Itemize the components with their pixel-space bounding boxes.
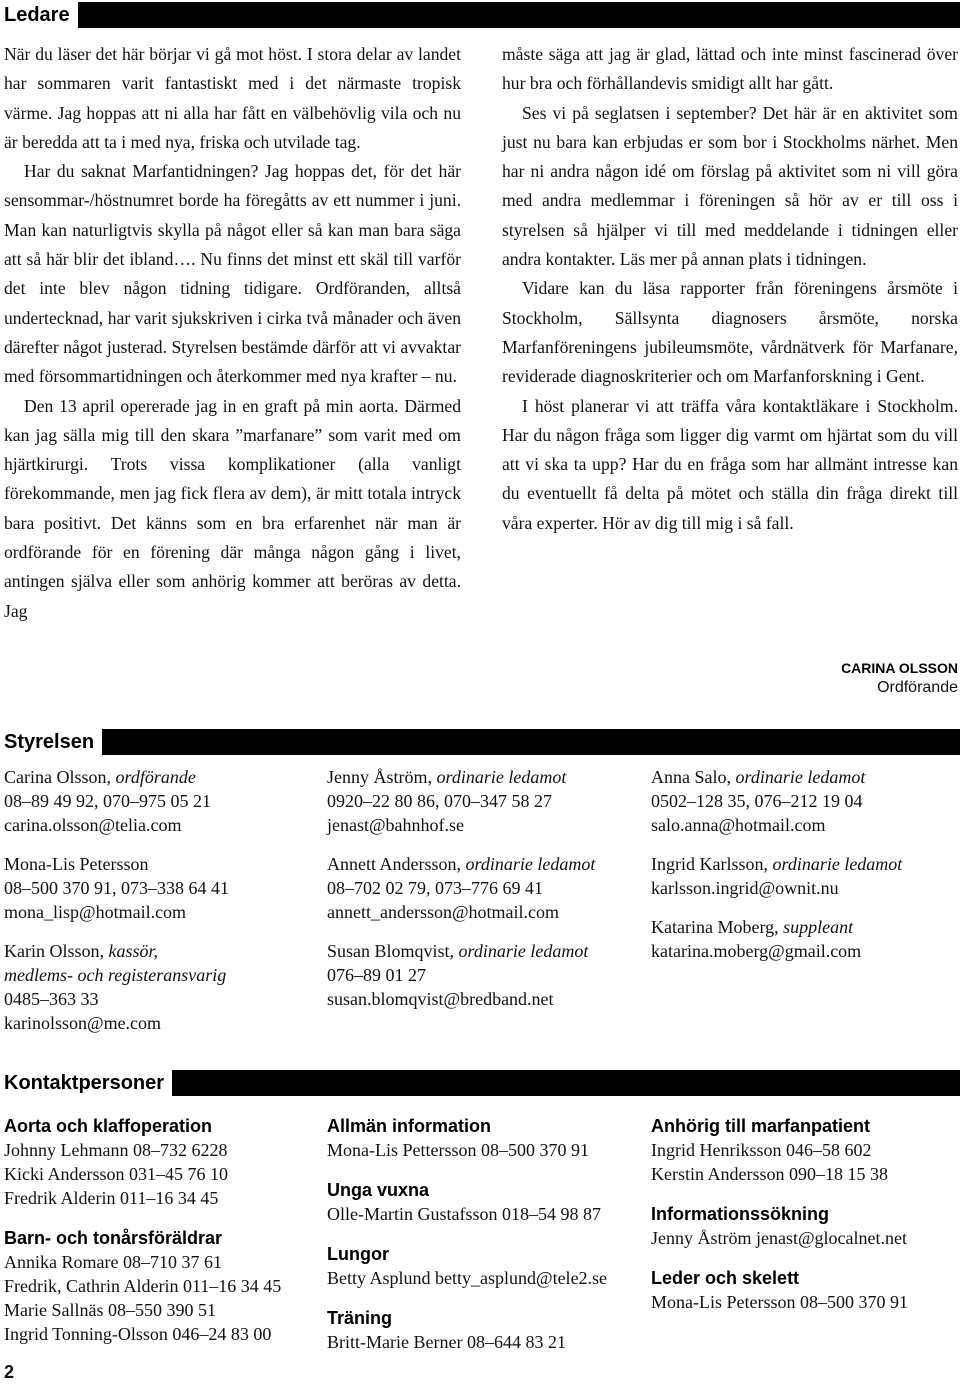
member-name: Carina Olsson,: [4, 767, 116, 787]
member-name: Karin Olsson,: [4, 941, 109, 961]
board-column: [651, 765, 956, 978]
section-title: Ledare: [4, 3, 70, 26]
article-paragraph: I höst planerar vi att träffa våra kontaktläkare i Stockholm. Har du någon fråga som ligger dig varmt om hjärtat som du vill att vi ska ta upp? Har du en fråga som har allmänt intresse kan du eventuellt få delta på mötet och ställa din fråga direkt till våra experter. Hör av dig till mig i så fall.: [502, 395, 958, 533]
member-name: Mona-Lis Petersson: [4, 854, 149, 874]
article-column-left: [4, 40, 461, 626]
board-member: [4, 852, 324, 924]
member-role: ordförande: [115, 767, 196, 787]
member-contact: katarina.moberg@gmail.com: [651, 941, 862, 961]
contact-person: Marie Sallnäs 08–550 390 51: [4, 1300, 216, 1320]
contact-person: Kicki Andersson 031–45 76 10: [4, 1164, 228, 1184]
page-number: 2: [4, 1362, 15, 1382]
member-contact: 08–500 370 91, 073–338 64 41: [4, 878, 229, 898]
member-contact: 0502–128 35, 076–212 19 04: [651, 791, 863, 811]
article-paragraph: Den 13 april opererade jag in en graft på min aorta. Därmed kan jag sälla mig till den skara ”marfanare” som varit med om hjärtkirurgi. Trots vissa komplikationer (alla vanligt förekommande, men jag fick flera av dem), är mitt totala intryck bara positivt. Det känns som en bra erfarenhet när man är ordförande för en förening där många någon gång i livet, antingen själva eller som anhörig kommer att beröras av detta. Jag: [4, 395, 461, 621]
contact-group: [651, 1266, 956, 1314]
contact-group: [4, 1114, 324, 1210]
member-role: ordinarie ledamot: [465, 854, 596, 874]
contact-person: Kerstin Andersson 090–18 15 38: [651, 1164, 888, 1184]
signature-name: CARINA OLSSON: [841, 660, 958, 676]
contact-group: [651, 1114, 956, 1186]
section-bar: [172, 1070, 960, 1096]
board-member: [327, 852, 647, 924]
contact-column: [4, 1114, 324, 1362]
board-member: [4, 939, 324, 1035]
board-column: [4, 765, 324, 1050]
member-name-line: [651, 915, 956, 939]
member-role: kassör,: [108, 941, 159, 961]
contact-person: Britt-Marie Berner 08–644 83 21: [327, 1332, 566, 1352]
article-paragraph: måste säga att jag är glad, lättad och inte minst fascinerad över hur bra och förhållandevis smidigt allt har gått.: [502, 44, 958, 94]
board-column: [327, 765, 647, 1026]
member-contact: susan.blomqvist@bredband.net: [327, 989, 554, 1009]
member-contact: annett_andersson@hotmail.com: [327, 902, 560, 922]
member-role: suppleant: [783, 917, 854, 937]
board-member: [651, 915, 956, 963]
member-name: Jenny Åström,: [327, 767, 437, 787]
member-role: ordinarie ledamot: [735, 767, 866, 787]
article-paragraph: Ses vi på seglatsen i september? Det här är en aktivitet som just nu bara kan erbjudas er som bor i Stockholms närhet. Men har ni andra någon idé om förslag på aktivitet som ni vill göra med andra medlemmar i föreningen så hör av er till oss i styrelsen så hjälper vi till med meddelande i tidningen eller andra kontakter. Läs mer på annan plats i tidningen.: [502, 102, 958, 270]
member-contact: 0485–363 33: [4, 989, 99, 1009]
contact-group-title: Leder och skelett: [651, 1268, 800, 1288]
contact-group: [327, 1306, 647, 1354]
member-contact: jenast@bahnhof.se: [327, 815, 465, 835]
section-bar: [78, 2, 960, 28]
section-title: Kontaktpersoner: [4, 1071, 165, 1094]
member-contact: carina.olsson@telia.com: [4, 815, 182, 835]
contact-person: Fredrik, Cathrin Alderin 011–16 34 45: [4, 1276, 282, 1296]
member-name-line: [327, 939, 647, 963]
member-role: ordinarie ledamot: [436, 767, 567, 787]
member-name: Katarina Moberg,: [651, 917, 784, 937]
section-header-ledare: [0, 2, 960, 28]
contact-column: [327, 1114, 647, 1370]
contact-group: [4, 1226, 324, 1346]
member-role: ordinarie ledamot: [772, 854, 903, 874]
section-header-kontaktpersoner: [0, 1070, 960, 1096]
contact-group: [327, 1242, 647, 1290]
contact-person: Ingrid Tonning-Olsson 046–24 83 00: [4, 1324, 272, 1344]
contact-group-title: Träning: [327, 1308, 393, 1328]
member-role: ordinarie ledamot: [458, 941, 589, 961]
member-name-line: [327, 852, 647, 876]
member-name: Susan Blomqvist,: [327, 941, 459, 961]
contact-person: Fredrik Alderin 011–16 34 45: [4, 1188, 219, 1208]
contact-group: [651, 1202, 956, 1250]
contact-person: Annika Romare 08–710 37 61: [4, 1252, 222, 1272]
member-contact: 08–89 49 92, 070–975 05 21: [4, 791, 211, 811]
contact-person: Ingrid Henriksson 046–58 602: [651, 1140, 872, 1160]
member-name-line: [327, 765, 647, 789]
member-contact: 0920–22 80 86, 070–347 58 27: [327, 791, 552, 811]
article-column-right: [502, 40, 958, 538]
board-member: [327, 765, 647, 837]
member-contact: karlsson.ingrid@ownit.nu: [651, 878, 839, 898]
contact-group-title: Anhörig till marfanpatient: [651, 1116, 871, 1136]
member-name: Annett Andersson,: [327, 854, 466, 874]
contact-column: [651, 1114, 956, 1330]
article-paragraph: Vidare kan du läsa rapporter från föreningens årsmöte i Stockholm, Sällsynta diagnosers årsmöte, norska Marfanföreningens jubileumsmöte, vårdnätverk för Marfanare, reviderade diagnoskriterier och om Marfanforskning i Gent.: [502, 278, 958, 387]
member-role-extra: medlems- och registeransvarig: [4, 965, 227, 985]
contact-person: Olle-Martin Gustafsson 018–54 98 87: [327, 1204, 601, 1224]
contact-group-title: Lungor: [327, 1244, 389, 1264]
member-name-line: [4, 765, 324, 789]
member-name: Ingrid Karlsson,: [651, 854, 773, 874]
article-paragraph: Har du saknat Marfantidningen? Jag hoppas det, för det här sensommar-/höstnumret borde ha föregåtts av ett nummer i juni. Man kan naturligtvis skylla på något eller så kan man bara säga att så här blir det ibland…. Nu finns det minst ett skäl till varför det inte blev någon tidning tidigare. Ordföranden, alltså undertecknad, har varit sjukskriven i cirka två månader och även därefter något justerad. Styrelsen bestämde därför att vi avvaktar med försommartidningen och återkommer med nya krafter – nu.: [4, 161, 461, 387]
section-bar: [102, 729, 960, 755]
member-name-line: [4, 939, 324, 963]
contact-group: [327, 1114, 647, 1162]
board-member: [651, 852, 956, 900]
contact-person: Jenny Åström jenast@glocalnet.net: [651, 1228, 908, 1248]
member-contact: salo.anna@hotmail.com: [651, 815, 826, 835]
section-title: Styrelsen: [4, 730, 95, 753]
contact-group-title: Unga vuxna: [327, 1180, 430, 1200]
member-contact: 08–702 02 79, 073–776 69 41: [327, 878, 543, 898]
board-member: [4, 765, 324, 837]
contact-group-title: Barn- och tonårsföräldrar: [4, 1228, 223, 1248]
section-header-styrelsen: [0, 729, 960, 755]
member-contact: 076–89 01 27: [327, 965, 426, 985]
contact-group-title: Informationssökning: [651, 1204, 830, 1224]
contact-group-title: Aorta och klaffoperation: [4, 1116, 213, 1136]
member-name-line: [651, 765, 956, 789]
member-contact: karinolsson@me.com: [4, 1013, 162, 1033]
contact-person: Mona-Lis Petersson 08–500 370 91: [651, 1292, 908, 1312]
contact-group-title: Allmän information: [327, 1116, 492, 1136]
contact-person: Betty Asplund betty_asplund@tele2.se: [327, 1268, 608, 1288]
member-name: Anna Salo,: [651, 767, 736, 787]
member-name-line: [4, 852, 324, 876]
board-member: [327, 939, 647, 1011]
member-contact: mona_lisp@hotmail.com: [4, 902, 187, 922]
article-paragraph: När du läser det här börjar vi gå mot höst. I stora delar av landet har sommaren varit fantastiskt med i det närmaste tropisk värme. Jag hoppas att ni alla har fått en välbehövlig vila och nu är beredda att ta i med nya, friska och utvilade tag.: [4, 44, 461, 152]
signature-role: Ordförande: [877, 679, 958, 696]
board-member: [651, 765, 956, 837]
contact-group: [327, 1178, 647, 1226]
member-name-line: [651, 852, 956, 876]
contact-person: Mona-Lis Pettersson 08–500 370 91: [327, 1140, 589, 1160]
contact-person: Johnny Lehmann 08–732 6228: [4, 1140, 228, 1160]
